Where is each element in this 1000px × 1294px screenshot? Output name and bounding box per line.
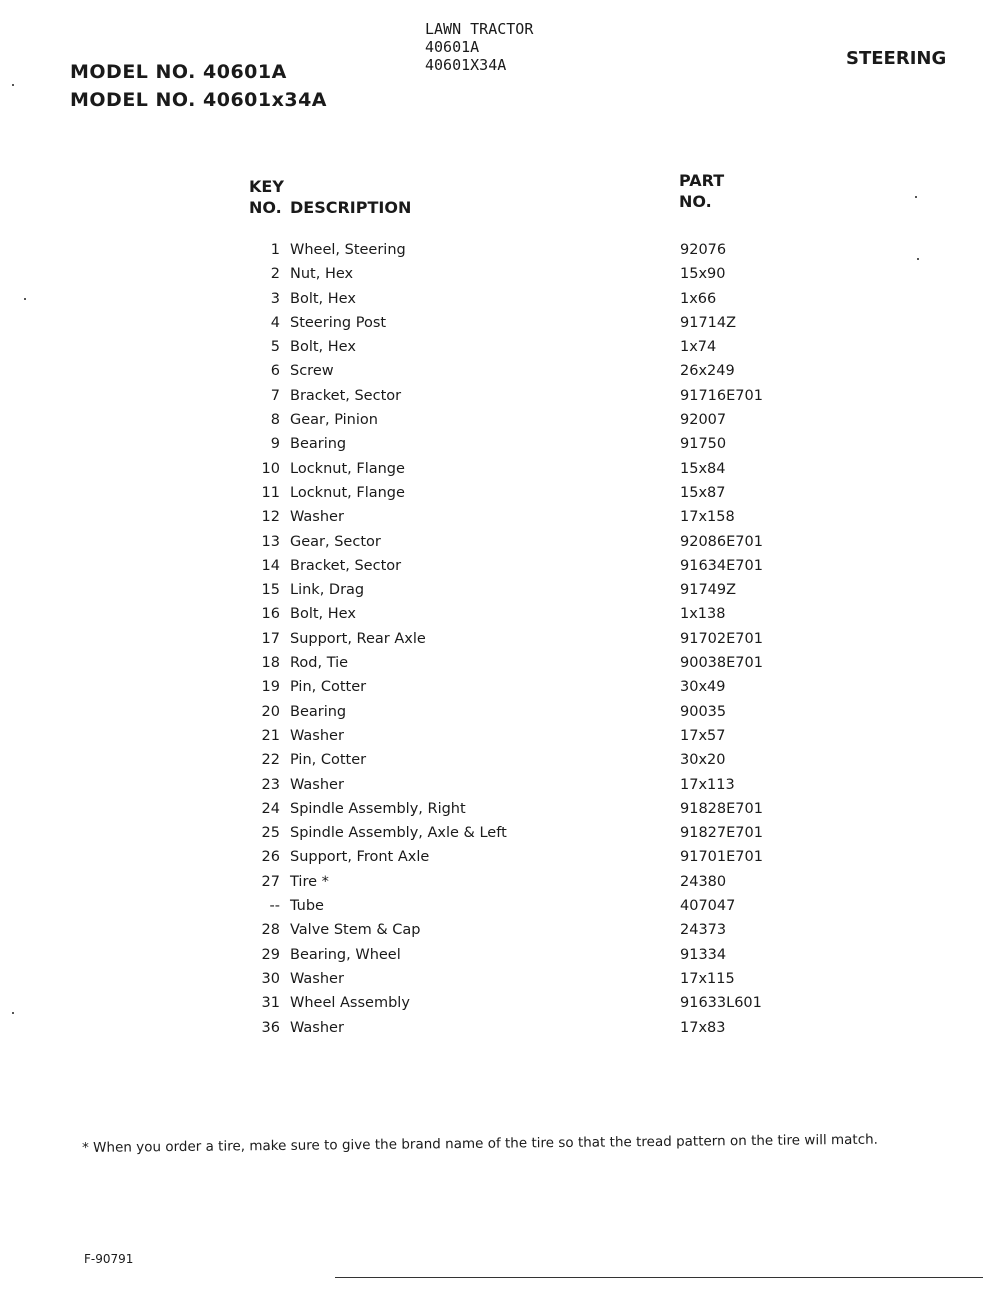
part-description: Link, Drag — [290, 582, 365, 599]
part-row — [240, 702, 800, 726]
part-row — [240, 410, 800, 434]
part-description: Washer — [290, 970, 344, 987]
part-key-number: 16 — [261, 606, 280, 623]
section-title: STEERING — [846, 48, 947, 69]
part-row — [240, 775, 800, 799]
part-key-number: 2 — [270, 266, 280, 283]
model-number-block — [70, 58, 327, 114]
part-description: Bearing — [290, 436, 347, 453]
part-key-number: 31 — [261, 995, 280, 1012]
model-number-line: MODEL NO. 40601x34A — [70, 89, 328, 111]
part-number: 90038E701 — [680, 655, 763, 672]
part-description: Spindle Assembly, Right — [290, 800, 466, 817]
part-row — [240, 823, 800, 847]
part-number: 92076 — [680, 242, 727, 258]
key-no-header — [249, 176, 284, 218]
part-key-number: 15 — [261, 582, 280, 599]
part-no-header — [679, 170, 724, 212]
part-description: Bearing — [290, 703, 347, 720]
part-key-number: 10 — [261, 460, 280, 477]
part-key-number: 36 — [261, 1019, 280, 1036]
part-description: Valve Stem & Cap — [290, 922, 421, 939]
part-number: 15x84 — [680, 460, 726, 477]
scan-speck — [12, 84, 14, 86]
document-number: F-90791 — [84, 1252, 134, 1266]
part-key-number: 28 — [261, 922, 280, 939]
part-key-number: 3 — [270, 290, 280, 307]
part-number: 92086E701 — [680, 533, 763, 550]
part-description: Support, Front Axle — [290, 849, 430, 866]
part-number: 17x83 — [680, 1019, 726, 1036]
key-header-line1: KEY — [249, 177, 284, 196]
part-row — [240, 361, 800, 385]
part-row — [240, 532, 800, 556]
part-header-line2: NO. — [679, 192, 712, 211]
part-row — [240, 726, 800, 750]
part-number: 91702E701 — [680, 630, 763, 647]
part-key-number: 4 — [270, 314, 280, 331]
part-description: Gear, Pinion — [290, 412, 378, 429]
part-key-number: 20 — [261, 703, 280, 720]
key-header-line2: NO. — [249, 198, 282, 217]
part-key-number: 25 — [261, 825, 280, 842]
part-row — [240, 872, 800, 896]
part-key-number: 17 — [261, 630, 280, 647]
part-row — [240, 945, 800, 969]
part-number: 91334 — [680, 946, 727, 963]
part-key-number: 29 — [261, 946, 280, 963]
part-description: Pin, Cotter — [290, 679, 367, 696]
part-description: Gear, Sector — [290, 533, 381, 550]
part-description: Nut, Hex — [290, 266, 354, 283]
part-row — [240, 507, 800, 531]
part-description: Wheel, Steering — [290, 242, 406, 258]
part-description: Tire * — [290, 873, 329, 890]
typed-product-block — [425, 20, 533, 74]
part-description: Bolt, Hex — [290, 290, 356, 307]
part-number: 24373 — [680, 922, 727, 939]
part-key-number: 22 — [261, 752, 280, 769]
part-row — [240, 264, 800, 288]
part-row — [240, 1018, 800, 1042]
part-number: 26x249 — [680, 363, 735, 380]
part-description: Bracket, Sector — [290, 387, 402, 404]
part-header-line1: PART — [679, 171, 725, 190]
part-key-number: 18 — [261, 655, 280, 672]
part-description: Washer — [290, 509, 344, 526]
part-description: Bearing, Wheel — [290, 946, 401, 963]
part-key-number: 14 — [261, 557, 280, 574]
part-description: Wheel Assembly — [290, 995, 410, 1012]
typed-model-number: 40601X34A — [425, 56, 507, 74]
part-row — [240, 629, 800, 653]
part-description: Washer — [290, 776, 344, 793]
part-description: Rod, Tie — [290, 655, 349, 672]
part-number: 91750 — [680, 436, 727, 453]
part-number: 30x20 — [680, 752, 726, 769]
part-row — [240, 750, 800, 774]
part-number: 91714Z — [680, 314, 737, 331]
part-key-number: 12 — [261, 509, 280, 526]
part-description: Tube — [290, 898, 324, 915]
tire-footnote: * When you order a tire, make sure to give the brand name of the tire so that the tread pattern on the tire will match. — [82, 1131, 879, 1156]
scan-speck — [12, 1012, 14, 1014]
part-row — [240, 920, 800, 944]
part-description: Pin, Cotter — [290, 752, 367, 769]
part-number: 91633L601 — [680, 995, 762, 1012]
part-row — [240, 653, 800, 677]
part-description: Washer — [290, 727, 344, 744]
part-key-number: 19 — [261, 679, 280, 696]
part-key-number: -- — [269, 898, 280, 915]
part-row — [240, 434, 800, 458]
part-number: 17x113 — [680, 776, 735, 793]
part-row — [240, 240, 800, 264]
part-key-number: 23 — [261, 776, 280, 793]
part-row — [240, 337, 800, 361]
part-row — [240, 313, 800, 337]
part-key-number: 30 — [261, 970, 280, 987]
bottom-rule — [335, 1277, 983, 1278]
part-row — [240, 459, 800, 483]
part-key-number: 6 — [270, 363, 280, 380]
part-number: 92007 — [680, 412, 727, 429]
part-row — [240, 969, 800, 993]
part-number: 91701E701 — [680, 849, 763, 866]
part-row — [240, 386, 800, 410]
part-number: 407047 — [680, 898, 736, 915]
part-description: Support, Rear Axle — [290, 630, 426, 647]
part-description: Bolt, Hex — [290, 606, 356, 623]
part-number: 1x138 — [680, 606, 726, 623]
part-number: 91716E701 — [680, 387, 763, 404]
part-key-number: 8 — [270, 412, 280, 429]
part-row — [240, 847, 800, 871]
part-description: Spindle Assembly, Axle & Left — [290, 825, 507, 842]
part-row — [240, 604, 800, 628]
parts-list — [240, 240, 800, 1042]
part-key-number: 1 — [270, 242, 280, 258]
part-description: Locknut, Flange — [290, 484, 405, 501]
scan-speck — [915, 196, 917, 198]
part-row — [240, 556, 800, 580]
part-key-number: 11 — [261, 484, 280, 501]
part-description: Bracket, Sector — [290, 557, 402, 574]
part-number: 91827E701 — [680, 825, 763, 842]
part-number: 17x115 — [680, 970, 735, 987]
part-key-number: 26 — [261, 849, 280, 866]
part-row — [240, 993, 800, 1017]
part-number: 1x66 — [680, 290, 717, 307]
part-description: Screw — [290, 363, 334, 380]
part-number: 17x158 — [680, 509, 735, 526]
part-row — [240, 483, 800, 507]
part-row — [240, 896, 800, 920]
part-number: 91634E701 — [680, 557, 763, 574]
part-key-number: 13 — [261, 533, 280, 550]
part-number: 15x90 — [680, 266, 726, 283]
typed-model-number: 40601A — [425, 38, 480, 56]
part-description: Locknut, Flange — [290, 460, 405, 477]
part-key-number: 24 — [261, 800, 280, 817]
part-row — [240, 799, 800, 823]
model-number-line: MODEL NO. 40601A — [70, 61, 287, 83]
part-number: 91828E701 — [680, 800, 763, 817]
part-number: 15x87 — [680, 484, 726, 501]
part-key-number: 21 — [261, 727, 280, 744]
description-header: DESCRIPTION — [290, 198, 412, 217]
part-key-number: 9 — [270, 436, 280, 453]
part-number: 91749Z — [680, 582, 737, 599]
part-description: Bolt, Hex — [290, 339, 356, 356]
part-number: 1x74 — [680, 339, 717, 356]
part-row — [240, 289, 800, 313]
part-number: 90035 — [680, 703, 727, 720]
part-row — [240, 580, 800, 604]
part-description: Washer — [290, 1019, 344, 1036]
part-number: 24380 — [680, 873, 727, 890]
part-description: Steering Post — [290, 314, 387, 331]
product-type: LAWN TRACTOR — [425, 20, 534, 38]
part-key-number: 7 — [270, 387, 280, 404]
part-key-number: 5 — [270, 339, 280, 356]
scan-speck — [917, 258, 919, 260]
part-key-number: 27 — [261, 873, 280, 890]
part-row — [240, 677, 800, 701]
part-number: 17x57 — [680, 727, 726, 744]
scan-speck — [24, 298, 26, 300]
part-number: 30x49 — [680, 679, 726, 696]
